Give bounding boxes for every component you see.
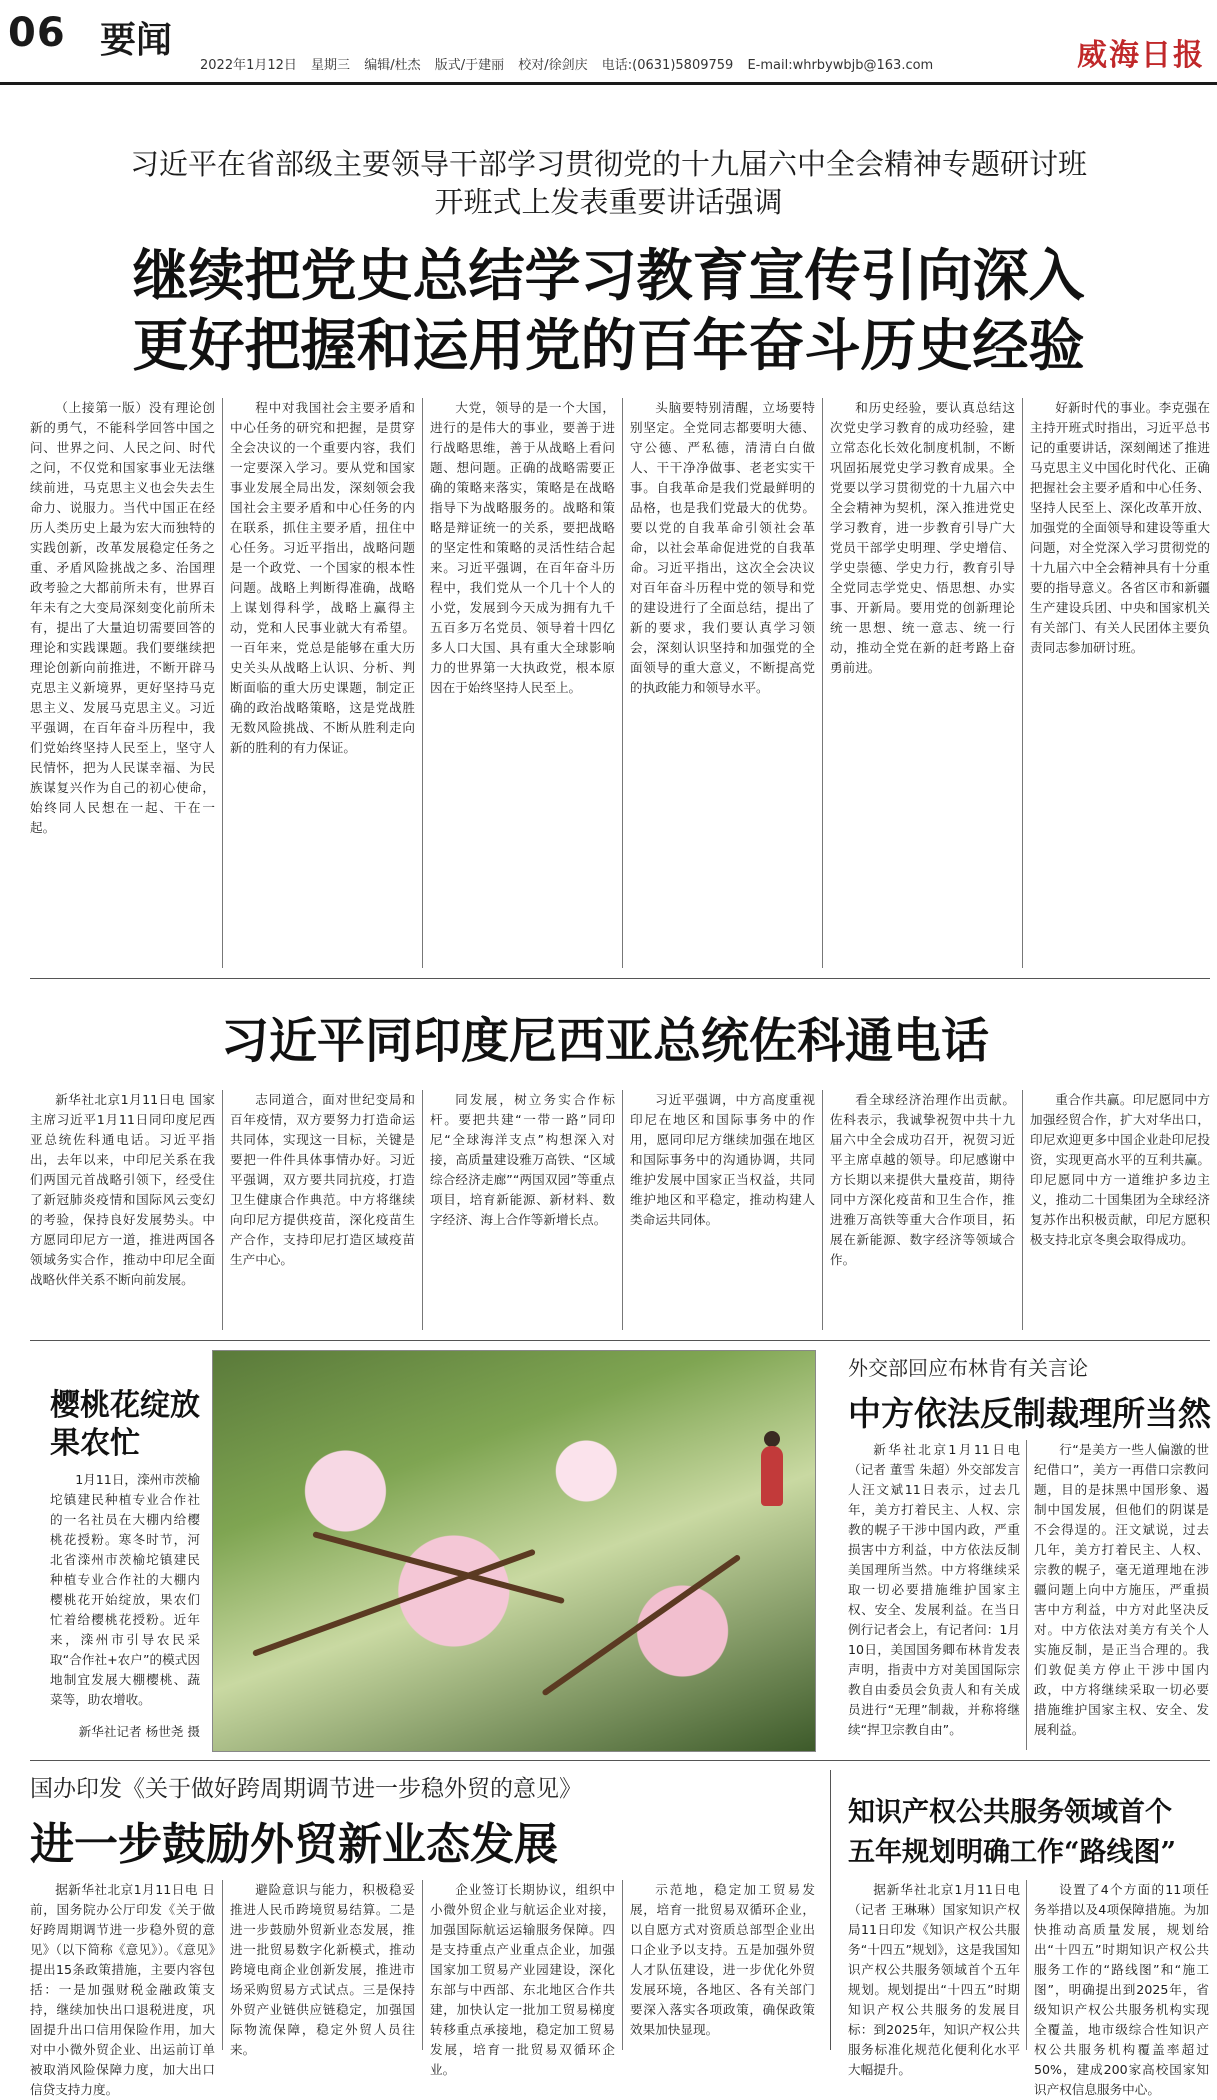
section-divider [30,1760,1210,1761]
column-divider [1026,1440,1027,1750]
masthead-rule [0,82,1217,85]
lead-kicker-line2: 开班式上发表重要讲话强调 [434,185,783,219]
trade-headline: 进一步鼓励外贸新业态发展 [30,1819,558,1870]
newspaper-logo: 威海日报 [1077,38,1205,73]
foreign-kicker: 外交部回应布林肯有关言论 [848,1356,1088,1380]
lead-kicker-line1: 习近平在省部级主要领导干部学习贯彻党的十九届六中全会精神专题研讨班 [129,147,1087,181]
trade-column-4: 示范地，稳定加工贸易发展，培育一批贸易双循环企业，以自愿方式对资质总部型企业出口企业予以支持。五是加强外贸人才队伍建设，进一步优化外贸发展环境，各地区、各有关部门要深入落实各项政策，确保政策效果加快显现。 [630,1882,815,2037]
column-divider [1022,1090,1023,1330]
column-divider [422,1090,423,1330]
ip-column-1: 据新华社北京1月11日电（记者 王琳琳）国家知识产权局11日印发《知识产权公共服务“十四五”规划》，这是我国知识产权公共服务领域首个五年规划。规划提出“十四五”时期知识产权公共服务的发展目标：到2025年，知识产权公共服务标准化规范化便利化水平大幅提升。 [848,1882,1020,2077]
trade-kicker: 国办印发《关于做好跨周期调节进一步稳外贸的意见》 [30,1776,582,1802]
section-title: 要闻 [100,20,173,61]
weekday: 星期三 [311,58,351,73]
indonesia-column-5: 看全球经济治理作出贡献。佐科表示，我诚挚祝贺中共十九届六中全会成功召开，祝贺习近平主席卓越的领导。印尼感谢中方长期以来提供大量疫苗，期待同中方深化疫苗和卫生合作，推进雅万高铁等重大合作项目，拓展在新能源、数字经济等领域合作。 [830,1092,1015,1267]
masthead-meta [200,54,943,73]
indonesia-column-6: 重合作共赢。印尼愿同中方加强经贸合作，扩大对华出口，印尼欢迎更多中国企业赴印尼投资，实现更高水平的互利共赢。印尼愿同中方一道维护多边主义，推动二十国集团为全球经济复苏作出积极贡献，印尼方愿积极支持北京冬奥会取得成功。 [1030,1092,1210,1247]
indonesia-headline: 习近平同印度尼西亚总统佐科通电话 [220,1013,989,1069]
farmer-head [764,1431,780,1447]
indonesia-column-1: 新华社北京1月11日电 国家主席习近平1月11日同印度尼西亚总统佐科通电话。习近平指出，去年以来，中印尼关系在我们两国元首战略引领下，经受住了新冠肺炎疫情和国际风云变幻的考验，保持良好发展势头。中方愿同印尼方一道，推进两国各领域务实合作，推动中印尼全面战略伙伴关系不断向前发展。 [30,1092,215,1287]
column-divider [222,1090,223,1330]
column-divider [222,398,223,968]
indonesia-column-4: 习近平强调，中方高度重视印尼在地区和国际事务中的作用，愿同印尼方继续加强在地区和国际事务中的沟通协调，共同维护发展中国家正当权益，共同维护地区和平稳定，推动构建人类命运共同体。 [630,1092,815,1227]
column-divider [422,1880,423,2050]
column-divider [622,398,623,968]
phone: 电话:(0631)5809759 [601,58,734,73]
cherry-blossom-photo [212,1350,816,1752]
lead-column-6: 好新时代的事业。李克强在主持开班式时指出，习近平总书记的重要讲话，深刻阐述了推进马克思主义中国化时代化、正确把握社会主要矛盾和中心任务、坚持人民至上、深化改革开放、加强党的全面领导和建设等重大问题，对全党深入学习贯彻党的十九届六中全会精神具有十分重要的指导意义。各省区市和新疆生产建设兵团、中央和国家机关有关部门、有关人民团体主要负责同志参加研讨班。 [1030,400,1210,655]
lead-column-3: 大党，领导的是一个大国，进行的是伟大的事业，要善于进行战略思维，善于从战略上看问题、想问题。正确的战略需要正确的策略来落实，策略是在战略指导下为战略服务的。战略和策略是辩证统一的关系，要把战略的坚定性和策略的灵活性结合起来。习近平强调，在百年奋斗历程中，我们党从一个几十个人的小党，发展到今天成为拥有九千五百多万名党员、领导着十四亿多人口大国、具有重大全球影响力的世界第一大执政党，根本原因在于始终坚持人民至上。 [430,400,615,695]
indonesia-column-3: 同发展，树立务实合作标杆。要把共建“一带一路”同印尼“全球海洋支点”构想深入对接，高质量建设雅万高铁、“区域综合经济走廊”“两国双园”等重点项目，培育新能源、新材料、数字经济、海上合作等新增长点。 [430,1092,615,1227]
page-number: 06 [8,10,66,56]
proof-credit: 校对/徐剑庆 [518,58,588,73]
branch-shape [312,1531,565,1604]
ip-column-2: 设置了4个方面的11项任务举措以及4项保障措施。为加快推动高质量发展，规划给出“十四五”时期知识产权公共服务工作的“路线图”和“施工图”，明确提出到2025年，省级知识产权公共服务机构实现全覆盖，地市级综合性知识产权公共服务机构覆盖率超过50%，建成200家高校国家知识产权信息服务中心。 [1034,1882,1209,2097]
branch-shape [541,1554,741,1697]
lead-headline-line1: 继续把党史总结学习教育宣传引向深入 [132,243,1085,309]
foreign-column-1: 新华社北京1月11日电（记者 董雪 朱超）外交部发言人汪文斌11日表示，过去几年，美方打着民主、人权、宗教的幌子干涉中国内政，严重损害中方利益，中方依法反制美国理所当然。中方将继续采取一切必要措施维护国家主权、安全、发展利益。在当日例行记者会上，有记者问：1月10日，美国国务卿布林肯发表声明，指责中方对美国国际宗教自由委员会负责人和有关成员进行“无理”制裁，并称将继续“捍卫宗教自由”。 [848,1442,1020,1737]
indonesia-column-2: 志同道合，面对世纪变局和百年疫情，双方要努力打造命运共同体，实现这一目标，关键是要把一件件具体事情办好。习近平强调，双方要共同抗疫，打造卫生健康合作典范。中方将继续向印尼方提供疫苗，深化疫苗生产合作，支持印尼打造区域疫苗生产中心。 [230,1092,415,1267]
foreign-column-2: 行“是美方一些人偏激的世纪借口”，美方一再借口宗教问题，目的是抹黑中国形象、遏制中国发展，但他们的阴谋是不会得逞的。汪文斌说，过去几年，美方打着民主、人权、宗教的幌子，毫无道理地在涉疆问题上向中方施压，严重损害中方利益，中方对此坚决反对。中方依法对美方有关个人实施反制，是正当合理的。我们敦促美方停止干涉中国内政，中方将继续采取一切必要措施维护国家主权、安全、发展利益。 [1034,1442,1209,1737]
trade-column-3: 企业签订长期协议，组织中小微外贸企业与航运企业对接，加强国际航运运输服务保障。四是支持重点产业重点企业，加强国家加工贸易产业园建设，深化东部与中西部、东北地区合作共建，加快认定一批加工贸易梯度转移重点承接地，稳定加工贸易发展，培育一批贸易双循环企业。 [430,1882,615,2077]
column-divider [622,1090,623,1330]
cherry-title-line2: 果农忙 [50,1426,140,1461]
cherry-caption: 1月11日，滦州市茨榆坨镇建民种植专业合作社的一名社员在大棚内给樱桃花授粉。寒冬时节，河北省滦州市茨榆坨镇建民种植专业合作社的大棚内樱桃花开始绽放，果农们忙着给樱桃花授粉。近年来，滦州市引导农民采取“合作社+农户”的模式因地制宜发展大棚樱桃、蔬菜等，助农增收。 [50,1472,200,1707]
column-divider [1022,398,1023,968]
cherry-title-line1: 樱桃花绽放 [50,1388,200,1423]
layout-credit: 版式/于建丽 [434,58,505,73]
ip-headline-line2: 五年规划明确工作“路线图” [848,1837,1177,1868]
trade-column-1: 据新华社北京1月11日电 日前，国务院办公厅印发《关于做好跨周期调节进一步稳外贸的意见》（以下简称《意见》）。《意见》提出15条政策措施，主要内容包括：一是加强财税金融政策支持，继续加快出口退税进度，巩固提升出口信用保险作用，加大对中小微外贸企业、出运前订单被取消风险保障力度，加大出口信贷支持力度。 [30,1882,215,2097]
lead-column-1: （上接第一版）没有理论创新的勇气，不能科学回答中国之问、世界之问、人民之问、时代之问，不仅党和国家事业无法继续前进，马克思主义也会失去生命力、说服力。当代中国正在经历人类历史上最为宏大而独特的实践创新，改革发展稳定任务之重、矛盾风险挑战之多、治国理政考验之大都前所未有，世界百年未有之大变局深刻变化前所未有，提出了大量迫切需要回答的理论和实践课题。我们要继续把理论创新向前推进，不断开辟马克思主义新境界，更好坚持马克思主义、发展马克思主义。习近平强调，在百年奋斗历程中，我们党始终坚持人民至上，坚守人民情怀，把为人民谋幸福、为民族谋复兴作为自己的初心使命，始终同人民想在一起、干在一起。 [30,400,215,835]
column-divider [422,398,423,968]
farmer-figure [761,1446,783,1506]
column-divider [622,1880,623,2050]
lead-column-5: 和历史经验，要认真总结这次党史学习教育的成功经验，建立常态化长效化制度机制，不断巩固拓展党史学习教育成果。全党要以学习贯彻党的十九届六中全会精神为契机，深入推进党史学习教育，进一步教育引导广大党员干部学史明理、学史增信、学史崇德、学史力行，教育引导全党同志学党史、悟思想、办实事、开新局。要用党的创新理论统一思想、统一意志、统一行动，推动全党在新的赶考路上奋勇前进。 [830,400,1015,675]
column-divider [1026,1880,1027,2050]
editor: 编辑/杜杰 [364,58,421,73]
trade-column-2: 避险意识与能力，积极稳妥推进人民币跨境贸易结算。二是进一步鼓励外贸新业态发展，推进一批贸易数字化新模式，推动跨境电商企业创新发展，推进市场采购贸易方式试点。三是保持外贸产业链供应链稳定，加强国际物流保障，稳定外贸人员往来。 [230,1882,415,2057]
email: E-mail:whrbywbjb@163.com [747,58,934,73]
foreign-headline: 中方依法反制裁理所当然 [848,1394,1211,1433]
column-divider [822,1090,823,1330]
column-divider [822,398,823,968]
photo-credit: 新华社记者 杨世尧 摄 [78,1724,200,1739]
section-divider [30,978,1210,979]
masthead [0,0,1217,80]
column-divider [222,1880,223,2050]
branch-shape [252,1549,536,1657]
lead-column-4: 头脑要特别清醒，立场要特别坚定。全党同志都要明大德、守公德、严私德，清清白白做人、干干净净做事、老老实实干事。自我革命是我们党最鲜明的品格，也是我们党最大的优势。要以党的自我革命引领社会革命，以社会革命促进党的自我革命。习近平指出，这次全会决议对百年奋斗历程中党的领导和党的建设进行了全面总结，提出了新的要求，我们要认真学习领会，深刻认识坚持和加强党的全面领导的重大意义，不断提高党的执政能力和领导水平。 [630,400,815,695]
section-divider [30,1340,1210,1341]
column-divider [830,1770,831,2050]
ip-headline-line1: 知识产权公共服务领域首个 [848,1797,1172,1828]
issue-date: 2022年1月12日 [200,58,297,73]
lead-headline-line2: 更好把握和运用党的百年奋斗历史经验 [132,313,1085,379]
lead-column-2: 程中对我国社会主要矛盾和中心任务的研究和把握，是贯穿全会决议的一个重要内容，我们一定要深入学习。要从党和国家事业发展全局出发，深刻领会我国社会主要矛盾和中心任务的内在联系，抓住主要矛盾，扭住中心任务。习近平指出，战略问题是一个政党、一个国家的根本性问题。战略上判断得准确，战略上谋划得科学，战略上赢得主动，党和人民事业就大有希望。一百年来，党总是能够在重大历史关头从战略上认识、分析、判断面临的重大历史课题，制定正确的政治战略策略，这是党战胜无数风险挑战、不断从胜利走向新的胜利的有力保证。 [230,400,415,755]
